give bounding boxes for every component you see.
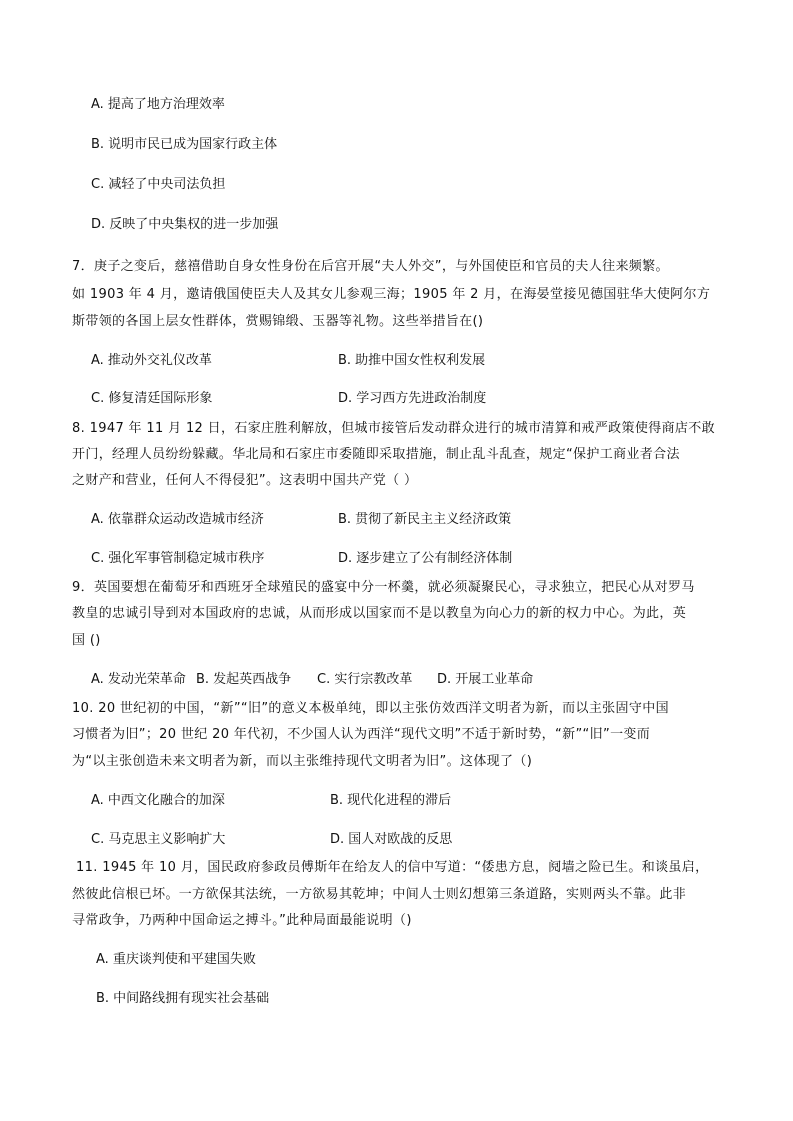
q8-option-c: C. 强化军事管制稳定城市秩序: [91, 551, 265, 566]
q6-option-c: C. 减轻了中央司法负担: [91, 177, 226, 192]
q6-option-d: D. 反映了中央集权的进一步加强: [91, 217, 279, 232]
q7-stem-line-2: 如 1903 年 4 月，邀请俄国使臣夫人及其女儿参观三海；1905 年 2 月，在海晏堂接见德国驻华大使阿尔方: [72, 287, 711, 302]
q10-option-b: B. 现代化进程的滞后: [330, 793, 452, 808]
q10-option-d: D. 国人对欧战的反思: [330, 832, 453, 847]
q6-option-a: A. 提高了地方治理效率: [91, 97, 225, 112]
q8-stem-line-3: 之财产和营业，任何人不得侵犯”。这表明中国共产党（ ）: [72, 473, 418, 488]
q9-option-b: B. 发起英西战争: [196, 672, 292, 687]
q6-option-b: B. 说明市民已成为国家行政主体: [91, 137, 278, 152]
q10-option-c: C. 马克思主义影响扩大: [91, 832, 226, 847]
q9-option-a: A. 发动光荣革命: [91, 672, 186, 687]
q7-stem-line-3: 斯带领的各国上层女性群体，赏赐锦缎、玉器等礼物。这些举措旨在(): [72, 314, 484, 329]
q11-option-b: B. 中间路线拥有现实社会基础: [96, 991, 270, 1006]
q8-stem-line-1: 8. 1947 年 11 月 12 日，石家庄胜利解放，但城市接管后发动群众进行的城市清算和戒严政策使得商店不敢: [72, 421, 715, 436]
q7-option-c: C. 修复清廷国际形象: [91, 391, 213, 406]
q11-stem-line-2: 然彼此信根已坏。一方欲保其法统，一方欲易其乾坤；中间人士则幻想第三条道路，实则两头不靠。此非: [72, 887, 687, 902]
q10-stem-line-1: 10. 20 世纪初的中国，“新”“旧”的意义本极单纯，即以主张仿效西洋文明者为新，而以主张固守中国: [72, 701, 669, 716]
q9-stem-line-1: 9．英国要想在葡萄牙和西班牙全球殖民的盛宴中分一杯羹，就必须凝聚民心，寻求独立，把民心从对罗马: [72, 580, 695, 595]
q7-option-a: A. 推动外交礼仪改革: [91, 353, 212, 368]
q10-option-a: A. 中西文化融合的加深: [91, 793, 225, 808]
q10-stem-line-2: 习惯者为旧”；20 世纪 20 年代初，不少国人认为西洋“现代文明”不适于新时势，“新”“旧”一变而: [72, 727, 651, 742]
q9-option-d: D. 开展工业革命: [437, 672, 534, 687]
q7-option-d: D. 学习西方先进政治制度: [338, 391, 487, 406]
q9-stem-line-2: 教皇的忠诚引导到对本国政府的忠诚，从而形成以国家而不是以教皇为向心力的新的权力中心。为此，英: [72, 606, 687, 621]
q7-stem-line-1: 7．庚子之变后，慈禧借助自身女性身份在后宫开展“夫人外交”，与外国使臣和官员的夫人往来频繁。: [72, 259, 669, 274]
q8-stem-line-2: 开门，经理人员纷纷躲藏。华北局和石家庄市委随即采取措施，制止乱斗乱查，规定“保护工商业者合法: [72, 447, 680, 462]
q8-option-b: B. 贯彻了新民主主义经济政策: [338, 512, 512, 527]
q10-stem-line-3: 为“以主张创造未来文明者为新，而以主张维持现代文明者为旧”。这体现了（): [72, 754, 533, 769]
q8-option-d: D. 逐步建立了公有制经济体制: [338, 551, 513, 566]
q8-option-a: A. 依靠群众运动改造城市经济: [91, 512, 264, 527]
q9-option-c: C. 实行宗教改革: [317, 672, 413, 687]
q9-stem-line-3: 国 (): [72, 633, 101, 648]
q11-option-a: A. 重庆谈判使和平建国失败: [96, 952, 256, 967]
q11-stem-line-1: 11. 1945 年 10 月，国民政府参政员傅斯年在给友人的信中写道：“倭患方息，阋墙之险已生。和谈虽启，: [76, 860, 709, 875]
q7-option-b: B. 助推中国女性权利发展: [338, 353, 486, 368]
q11-stem-line-3: 寻常政争，乃两种中国命运之搏斗。”此种局面最能说明（): [72, 913, 412, 928]
